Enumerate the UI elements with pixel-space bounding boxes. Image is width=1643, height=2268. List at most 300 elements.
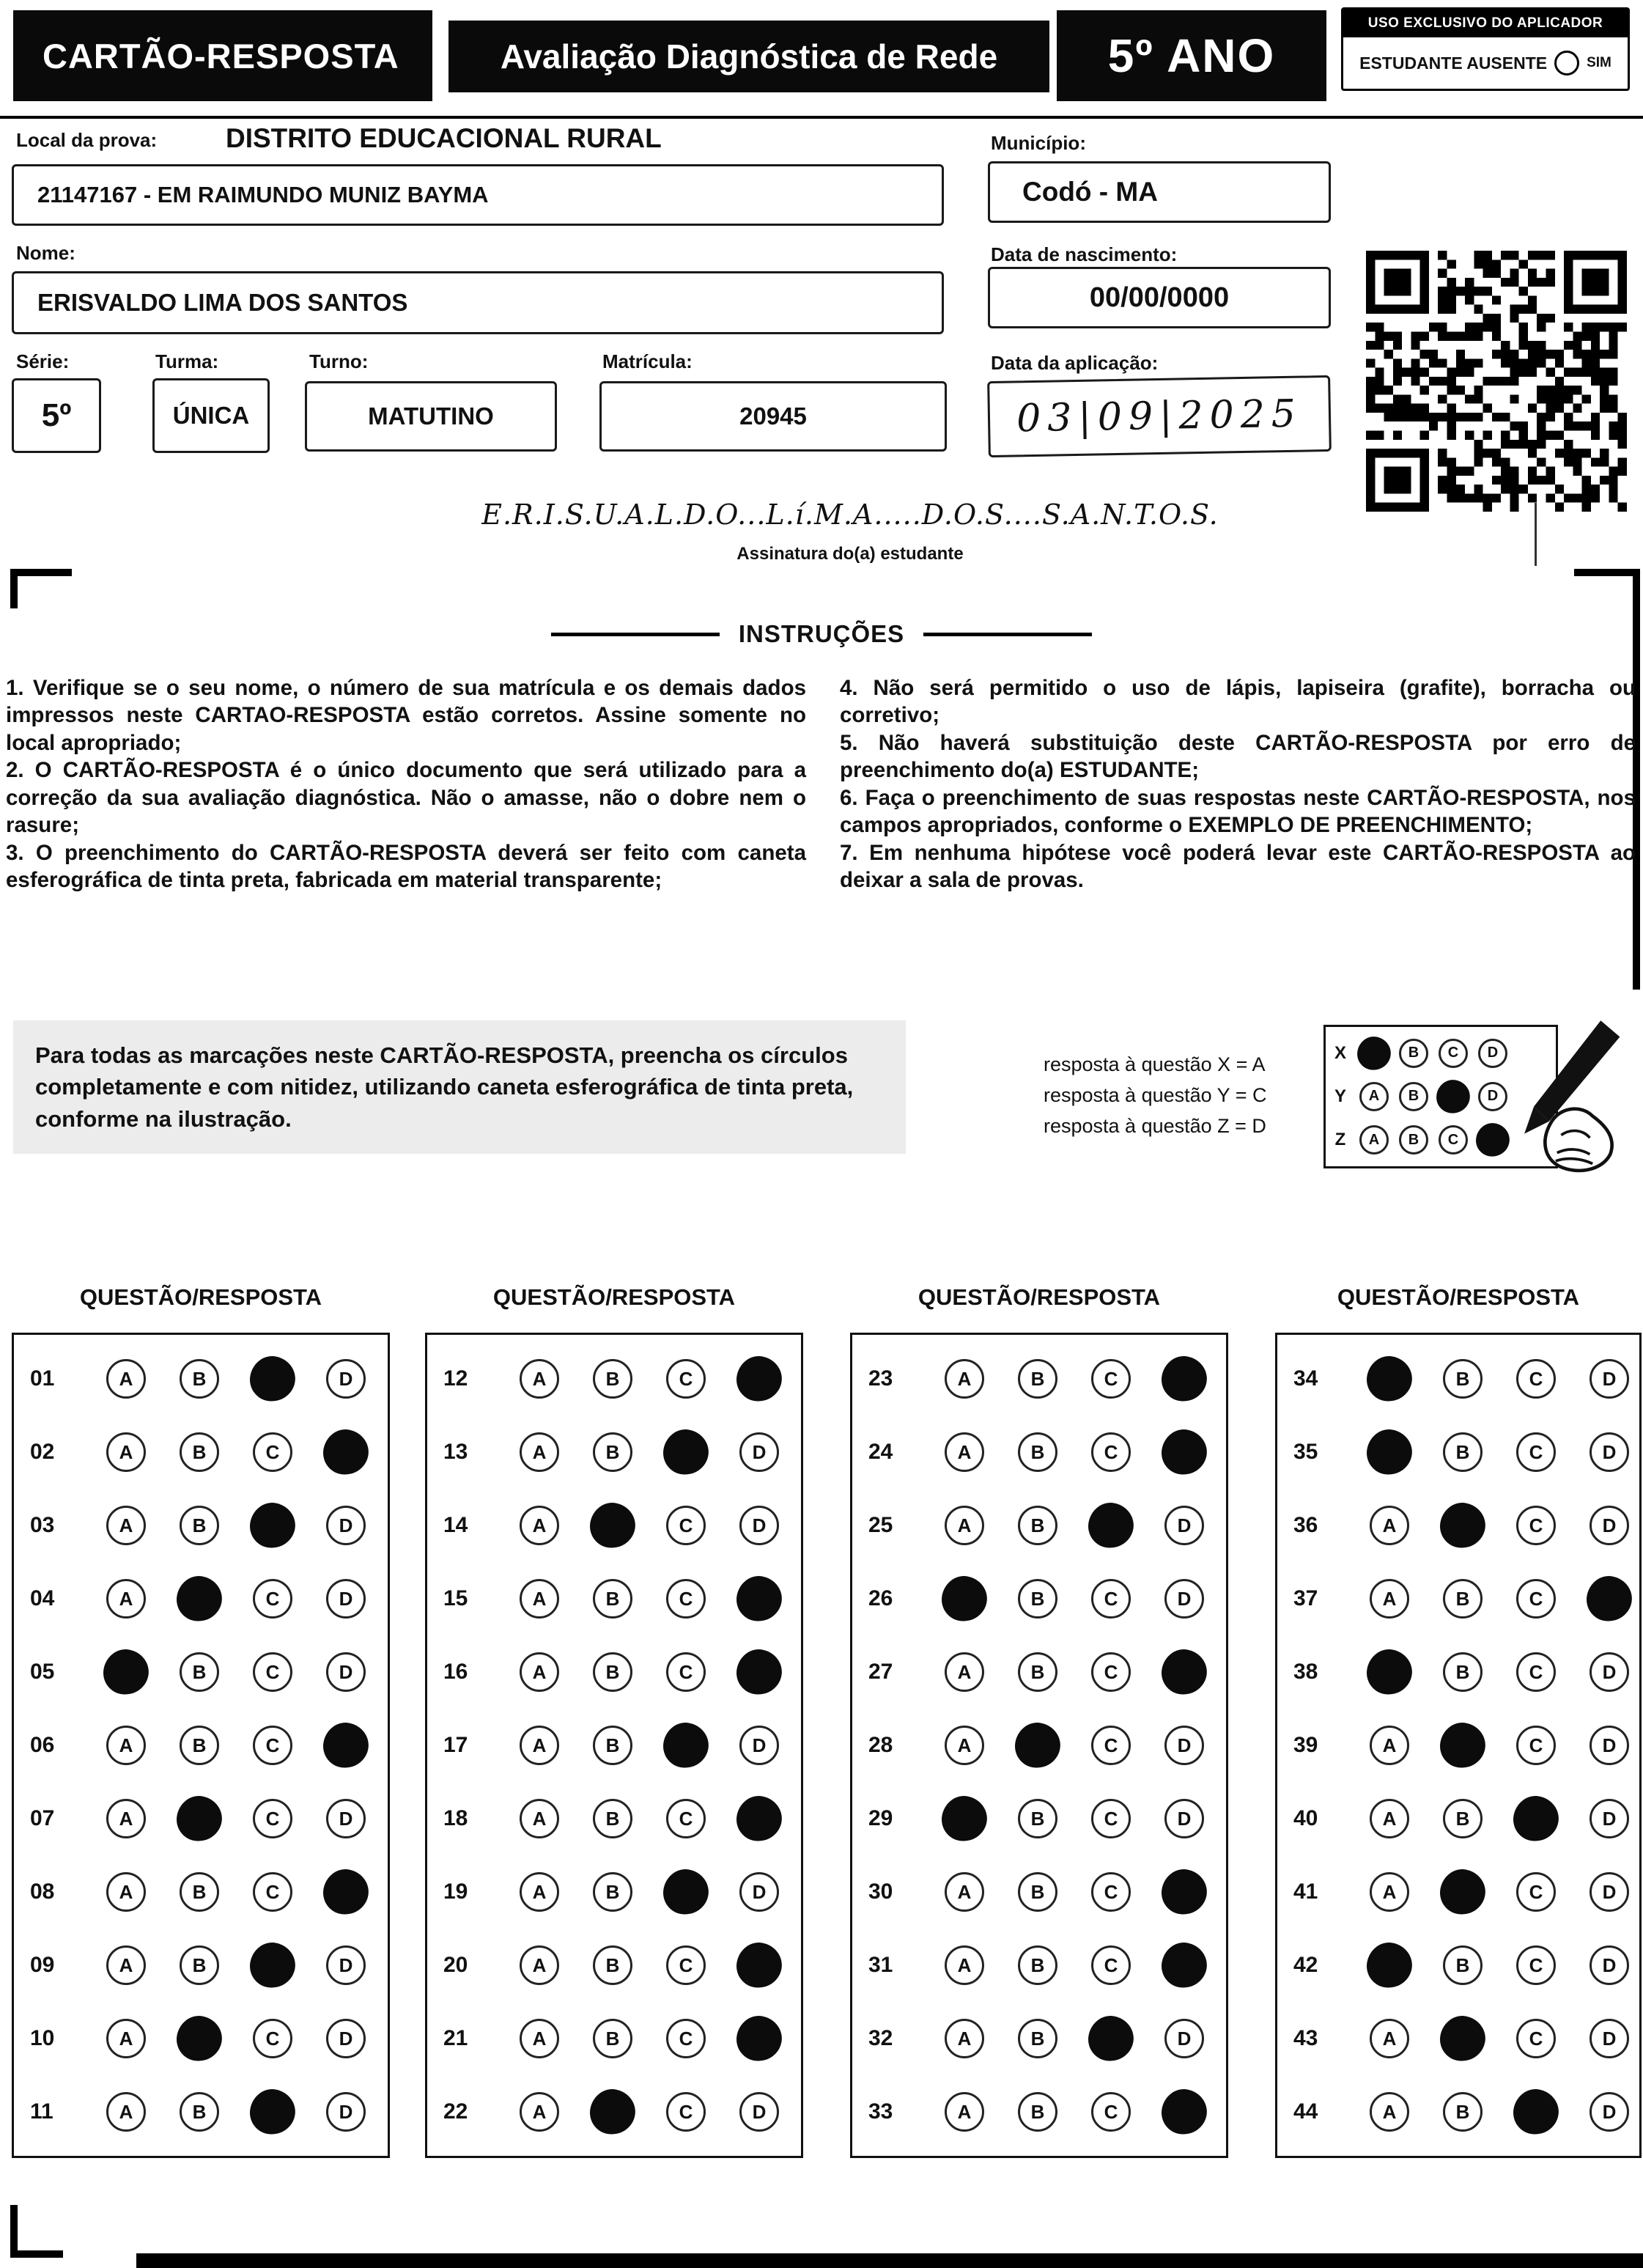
answer-bubble-d[interactable]: D: [326, 1652, 366, 1692]
question-row: [427, 1799, 801, 1838]
question-row: [852, 1652, 1226, 1692]
answer-bubble-a[interactable]: [1363, 1352, 1415, 1404]
question-row: [14, 1579, 388, 1619]
serie-label: Série:: [16, 350, 70, 372]
card-title: CARTÃO-RESPOSTA: [13, 10, 432, 101]
example-caption: resposta à questão X = A: [1044, 1053, 1266, 1075]
answer-bubble-c[interactable]: C: [666, 1579, 706, 1619]
answer-bubble-a[interactable]: A: [106, 1945, 146, 1985]
question-row: [427, 1506, 801, 1545]
answer-bubble-d[interactable]: D: [1590, 1506, 1629, 1545]
question-number: 36: [1293, 1513, 1318, 1537]
answer-bubble-b[interactable]: B: [180, 1359, 219, 1399]
answer-bubble-c[interactable]: [660, 1866, 712, 1918]
answer-bubble-a[interactable]: A: [520, 2092, 559, 2132]
question-number: 19: [443, 1879, 468, 1904]
answer-bubble-c[interactable]: C: [666, 2019, 706, 2058]
answer-bubble-c[interactable]: C: [1091, 1726, 1131, 1765]
question-number: 41: [1293, 1879, 1318, 1904]
fold-line: [1535, 503, 1537, 566]
answer-bubble-b[interactable]: B: [593, 1579, 632, 1619]
answer-bubble-c[interactable]: C: [1516, 1652, 1556, 1692]
answer-bubble-c[interactable]: C: [253, 1579, 292, 1619]
answer-bubble-a[interactable]: A: [945, 1872, 984, 1912]
answer-bubble-c[interactable]: [246, 2085, 298, 2138]
qr-code: [1366, 251, 1627, 512]
answer-bubble-d[interactable]: [733, 1572, 785, 1624]
answer-column: [425, 1333, 803, 2158]
question-number: 30: [868, 1879, 893, 1904]
answer-bubble-c[interactable]: [1085, 1499, 1137, 1551]
answer-bubble-b[interactable]: B: [1018, 1506, 1057, 1545]
answer-bubble-a[interactable]: [938, 1572, 990, 1624]
answer-bubble-b[interactable]: B: [180, 1726, 219, 1765]
answer-bubble-c[interactable]: C: [253, 2019, 292, 2058]
answer-bubble-b[interactable]: B: [1018, 1652, 1057, 1692]
question-row: [1277, 2019, 1639, 2058]
question-number: 20: [443, 1953, 468, 1977]
answer-bubble-b[interactable]: [586, 2085, 638, 2138]
answer-bubble-c[interactable]: C: [1516, 1432, 1556, 1472]
question-row: [1277, 1872, 1639, 1912]
answer-column: [12, 1333, 390, 2158]
answer-bubble-d[interactable]: [1158, 1426, 1210, 1478]
answer-bubble-b[interactable]: B: [180, 2092, 219, 2132]
answer-column: [850, 1333, 1228, 2158]
answer-bubble-a[interactable]: A: [106, 1872, 146, 1912]
instructions-header: [0, 620, 1643, 648]
question-row: [14, 2019, 388, 2058]
nascimento-field: 00/00/0000: [988, 267, 1331, 328]
instruction-item: 4. Não será permitido o uso de lápis, lapiseira (grafite), borracha ou corretivo;: [840, 676, 1636, 728]
question-number: 40: [1293, 1806, 1318, 1830]
question-row: [427, 1579, 801, 1619]
answer-bubble-a[interactable]: A: [945, 2092, 984, 2132]
title-rule-right: [923, 633, 1092, 636]
municipio-field: Codó - MA: [988, 161, 1331, 223]
question-row: [14, 1872, 388, 1912]
answer-bubble-d[interactable]: [733, 1792, 785, 1844]
answer-bubble-b[interactable]: B: [1443, 2092, 1483, 2132]
answer-bubble-a[interactable]: A: [1370, 1506, 1409, 1545]
answer-bubble-b[interactable]: B: [593, 1726, 632, 1765]
answer-bubble-d[interactable]: D: [1164, 1726, 1204, 1765]
answer-bubble-c[interactable]: C: [253, 1652, 292, 1692]
absent-bubble[interactable]: [1554, 51, 1579, 76]
question-number: 43: [1293, 2026, 1318, 2050]
example-caption: resposta à questão Z = D: [1044, 1114, 1266, 1137]
answer-bubble-a[interactable]: A: [520, 1432, 559, 1472]
answer-bubble-b[interactable]: B: [1018, 1799, 1057, 1838]
answer-bubble-d[interactable]: D: [1590, 1945, 1629, 1985]
answer-bubble-c[interactable]: C: [1516, 2019, 1556, 2058]
question-row: [852, 1579, 1226, 1619]
title-rule-left: [551, 633, 720, 636]
answer-bubble-d[interactable]: [733, 1646, 785, 1698]
aplicacao-field[interactable]: 03|09|2025: [987, 375, 1332, 457]
question-row: [1277, 1579, 1639, 1619]
question-number: 06: [30, 1733, 55, 1757]
answer-bubble-a[interactable]: A: [520, 1359, 559, 1399]
answer-bubble-d[interactable]: D: [1590, 2092, 1629, 2132]
example-caption: resposta à questão Y = C: [1044, 1083, 1267, 1106]
answer-bubble-a[interactable]: A: [520, 1579, 559, 1619]
answer-bubble-d[interactable]: D: [1590, 2019, 1629, 2058]
answer-bubble-c[interactable]: [246, 1939, 298, 1991]
example-row-label: Y: [1334, 1086, 1346, 1106]
question-number: 28: [868, 1733, 893, 1757]
question-number: 08: [30, 1879, 55, 1904]
example-bubble-a: A: [1359, 1082, 1389, 1111]
answer-bubble-c[interactable]: C: [1091, 1945, 1131, 1985]
answer-bubble-b[interactable]: B: [1018, 1872, 1057, 1912]
answer-bubble-d[interactable]: [1158, 1866, 1210, 1918]
answer-bubble-a[interactable]: A: [945, 1432, 984, 1472]
answer-bubble-b[interactable]: B: [180, 1432, 219, 1472]
answer-bubble-a[interactable]: A: [106, 2092, 146, 2132]
answer-bubble-a[interactable]: A: [520, 1872, 559, 1912]
answer-bubble-c[interactable]: C: [1091, 2092, 1131, 2132]
answer-bubble-a[interactable]: A: [520, 1726, 559, 1765]
answer-bubble-c[interactable]: C: [666, 1799, 706, 1838]
answer-bubble-d[interactable]: D: [1590, 1872, 1629, 1912]
answer-bubble-b[interactable]: B: [180, 1652, 219, 1692]
question-number: 38: [1293, 1660, 1318, 1684]
answer-bubble-c[interactable]: C: [1091, 1652, 1131, 1692]
question-number: 03: [30, 1513, 55, 1537]
student-signature[interactable]: E.R.I.S.U.A.L.D.O...L.í.M.A.....D.O.S....S.A.N.T.O.S.: [481, 498, 1219, 531]
example-bubble-c: C: [1439, 1039, 1468, 1068]
answer-bubble-d[interactable]: D: [326, 1579, 366, 1619]
question-number: 33: [868, 2099, 893, 2124]
question-row: [14, 1359, 388, 1399]
answer-bubble-a[interactable]: A: [1370, 1726, 1409, 1765]
question-row: [1277, 1432, 1639, 1472]
example-bubble-c: C: [1439, 1125, 1468, 1155]
answer-bubble-b[interactable]: B: [1443, 1945, 1483, 1985]
answer-bubble-c[interactable]: [246, 1499, 298, 1551]
turno-label: Turno:: [309, 350, 369, 372]
answer-bubble-b[interactable]: B: [593, 1432, 632, 1472]
corner-mark-right: [1574, 569, 1636, 576]
answer-bubble-c[interactable]: C: [253, 1872, 292, 1912]
question-row: [1277, 1506, 1639, 1545]
answer-bubble-b[interactable]: B: [1443, 1432, 1483, 1472]
question-row: [852, 1359, 1226, 1399]
question-row: [1277, 1652, 1639, 1692]
answer-bubble-b[interactable]: [586, 1499, 638, 1551]
school-field: 21147167 - EM RAIMUNDO MUNIZ BAYMA: [12, 164, 944, 226]
question-number: 37: [1293, 1586, 1318, 1610]
answer-bubble-b[interactable]: [1436, 2012, 1488, 2064]
answer-bubble-a[interactable]: A: [520, 2019, 559, 2058]
answer-bubble-b[interactable]: B: [1443, 1579, 1483, 1619]
question-number: 09: [30, 1953, 55, 1977]
answer-bubble-d[interactable]: D: [739, 1726, 779, 1765]
answer-bubble-b[interactable]: B: [1018, 1579, 1057, 1619]
answer-bubble-a[interactable]: A: [1370, 2092, 1409, 2132]
question-number: 07: [30, 1806, 55, 1830]
instructions-title: INSTRUÇÕES: [738, 620, 905, 647]
question-row: [1277, 1799, 1639, 1838]
exam-title: Avaliação Diagnóstica de Rede: [448, 21, 1049, 92]
answer-bubble-d[interactable]: D: [326, 1359, 366, 1399]
question-number: 13: [443, 1440, 468, 1464]
answer-bubble-c[interactable]: [246, 1352, 298, 1404]
answer-bubble-b[interactable]: B: [593, 1872, 632, 1912]
answer-bubble-b[interactable]: B: [1018, 1945, 1057, 1985]
question-row: [427, 1432, 801, 1472]
answer-bubble-b[interactable]: [173, 2012, 225, 2064]
answer-bubble-c[interactable]: C: [1516, 1359, 1556, 1399]
answer-bubble-b[interactable]: B: [593, 1945, 632, 1985]
example-bubble-b: B: [1399, 1039, 1428, 1068]
answer-bubble-a[interactable]: A: [1370, 1872, 1409, 1912]
instruction-item: 1. Verifique se o seu nome, o número de sua matrícula e os demais dados impressos neste CARTAO-RESPOSTA estão corretos. Assine somente no local apropriado;: [6, 676, 806, 755]
answer-bubble-d[interactable]: D: [1590, 1726, 1629, 1765]
answer-bubble-b[interactable]: B: [180, 1506, 219, 1545]
answer-bubble-d[interactable]: D: [326, 2019, 366, 2058]
question-number: 32: [868, 2026, 893, 2050]
question-row: [14, 1432, 388, 1472]
answer-bubble-b[interactable]: [1436, 1866, 1488, 1918]
answer-bubble-c[interactable]: C: [1091, 1579, 1131, 1619]
applicator-title: USO EXCLUSIVO DO APLICADOR: [1343, 10, 1628, 37]
answer-bubble-b[interactable]: B: [593, 1359, 632, 1399]
answer-bubble-d[interactable]: D: [1164, 2019, 1204, 2058]
question-column-header: QUESTÃO/RESPOSTA: [79, 1284, 322, 1310]
question-row: [1277, 1359, 1639, 1399]
example-row-label: Z: [1334, 1130, 1346, 1150]
question-row: [427, 1359, 801, 1399]
answer-bubble-d[interactable]: [733, 2012, 785, 2064]
answer-bubble-a[interactable]: A: [1370, 2019, 1409, 2058]
answer-bubble-c[interactable]: C: [253, 1432, 292, 1472]
answer-bubble-d[interactable]: D: [1164, 1506, 1204, 1545]
answer-bubble-c[interactable]: C: [666, 1945, 706, 1985]
answer-bubble-c[interactable]: C: [1516, 1579, 1556, 1619]
question-number: 04: [30, 1586, 55, 1610]
question-row: [852, 1872, 1226, 1912]
answer-bubble-a[interactable]: A: [945, 1359, 984, 1399]
question-column-header: QUESTÃO/RESPOSTA: [1337, 1284, 1580, 1310]
question-row: [14, 1945, 388, 1985]
answer-bubble-d[interactable]: D: [326, 1945, 366, 1985]
instruction-item: 2. O CARTÃO-RESPOSTA é o único documento que será utilizado para a correção da sua avaliação diagnóstica. Não o amasse, não o dobre nem o rasure;: [6, 758, 806, 838]
question-row: [1277, 1726, 1639, 1765]
question-column-header: QUESTÃO/RESPOSTA: [492, 1284, 736, 1310]
example-bubble-c: [1434, 1078, 1473, 1116]
instruction-item: 7. Em nenhuma hipótese você poderá levar este CARTÃO-RESPOSTA ao deixar a sala de provas.: [840, 840, 1636, 893]
question-row: [1277, 1945, 1639, 1985]
answer-bubble-d[interactable]: D: [326, 2092, 366, 2132]
answer-bubble-a[interactable]: A: [945, 1652, 984, 1692]
answer-bubble-b[interactable]: B: [1018, 1432, 1057, 1472]
question-row: [427, 1872, 801, 1912]
answer-bubble-c[interactable]: [1510, 2085, 1562, 2138]
answer-bubble-b[interactable]: B: [180, 1872, 219, 1912]
matricula-field: 20945: [599, 381, 947, 452]
answer-bubble-d[interactable]: D: [739, 1872, 779, 1912]
answer-bubble-a[interactable]: [1363, 1939, 1415, 1991]
answer-bubble-d[interactable]: D: [1164, 1799, 1204, 1838]
instructions-right-column: [840, 674, 1636, 894]
answer-bubble-a[interactable]: A: [1370, 1579, 1409, 1619]
answer-bubble-c[interactable]: C: [1091, 1359, 1131, 1399]
answer-bubble-c[interactable]: C: [666, 2092, 706, 2132]
answer-bubble-b[interactable]: [173, 1572, 225, 1624]
answer-bubble-d[interactable]: D: [1590, 1799, 1629, 1838]
turma-field: ÚNICA: [152, 378, 270, 453]
answer-bubble-b[interactable]: B: [593, 1652, 632, 1692]
fill-note: Para todas as marcações neste CARTÃO-RESPOSTA, preencha os círculos completamente e com nitidez, utilizando caneta esferográfica de tinta preta, conforme na ilustração.: [13, 1020, 906, 1154]
question-number: 26: [868, 1586, 893, 1610]
question-number: 12: [443, 1366, 468, 1391]
turno-field: MATUTINO: [305, 381, 557, 452]
answer-bubble-b[interactable]: B: [593, 1799, 632, 1838]
answer-bubble-b[interactable]: [1436, 1499, 1488, 1551]
answer-bubble-b[interactable]: B: [1443, 1799, 1483, 1838]
question-number: 34: [1293, 1366, 1318, 1391]
question-row: [14, 1726, 388, 1765]
answer-bubble-c[interactable]: C: [1516, 1506, 1556, 1545]
answer-bubble-a[interactable]: A: [520, 1799, 559, 1838]
answer-bubble-a[interactable]: A: [520, 1945, 559, 1985]
question-row: [852, 1506, 1226, 1545]
question-row: [14, 1799, 388, 1838]
question-number: 22: [443, 2099, 468, 2124]
answer-bubble-a[interactable]: [1363, 1646, 1415, 1698]
answer-bubble-a[interactable]: A: [945, 1726, 984, 1765]
absent-option-label: SIM: [1587, 55, 1611, 70]
answer-bubble-b[interactable]: B: [1018, 1359, 1057, 1399]
answer-bubble-d[interactable]: D: [1590, 1359, 1629, 1399]
turma-label: Turma:: [155, 350, 219, 372]
question-row: [14, 2092, 388, 2132]
question-number: 14: [443, 1513, 468, 1537]
answer-bubble-a[interactable]: A: [106, 1359, 146, 1399]
question-number: 02: [30, 1440, 55, 1464]
answer-bubble-b[interactable]: [173, 1792, 225, 1844]
answer-bubble-c[interactable]: C: [666, 1359, 706, 1399]
answer-bubble-b[interactable]: [1011, 1719, 1063, 1771]
example-bubble-d: D: [1478, 1039, 1507, 1068]
answer-bubble-b[interactable]: B: [593, 2019, 632, 2058]
local-label: Local da prova:: [16, 129, 158, 151]
answer-bubble-a[interactable]: A: [106, 1799, 146, 1838]
answer-bubble-b[interactable]: B: [180, 1945, 219, 1985]
answer-bubble-d[interactable]: D: [1164, 1579, 1204, 1619]
question-number: 44: [1293, 2099, 1318, 2124]
answer-bubble-d[interactable]: D: [739, 1432, 779, 1472]
answer-bubble-c[interactable]: C: [1091, 1432, 1131, 1472]
answer-bubble-d[interactable]: D: [739, 1506, 779, 1545]
answer-bubble-a[interactable]: [1363, 1426, 1415, 1478]
answer-bubble-a[interactable]: A: [106, 1432, 146, 1472]
question-number: 31: [868, 1953, 893, 1977]
answer-bubble-a[interactable]: A: [106, 1726, 146, 1765]
answer-bubble-d[interactable]: [1158, 2085, 1210, 2138]
answer-bubble-d[interactable]: [1158, 1646, 1210, 1698]
municipio-label: Município:: [991, 132, 1086, 154]
answer-bubble-b[interactable]: B: [1018, 2019, 1057, 2058]
example-bubble-d: D: [1478, 1082, 1507, 1111]
answer-bubble-a[interactable]: A: [520, 1506, 559, 1545]
answer-bubble-b[interactable]: B: [1018, 2092, 1057, 2132]
answer-bubble-d[interactable]: D: [326, 1506, 366, 1545]
instruction-item: 6. Faça o preenchimento de suas respostas neste CARTÃO-RESPOSTA, nos campos apropriados, conforme o EXEMPLO DE PREENCHIMENTO;: [840, 785, 1636, 838]
question-row: [1277, 2092, 1639, 2132]
question-number: 17: [443, 1733, 468, 1757]
answer-bubble-b[interactable]: B: [1443, 1652, 1483, 1692]
answer-bubble-a[interactable]: A: [106, 1579, 146, 1619]
answer-bubble-a[interactable]: A: [520, 1652, 559, 1692]
header-divider: [0, 116, 1643, 119]
answer-bubble-a[interactable]: [100, 1646, 152, 1698]
answer-bubble-c[interactable]: C: [1091, 1872, 1131, 1912]
answer-bubble-d[interactable]: D: [1590, 1652, 1629, 1692]
answer-bubble-d[interactable]: D: [1590, 1432, 1629, 1472]
answer-bubble-a[interactable]: A: [106, 2019, 146, 2058]
answer-bubble-d[interactable]: [1158, 1939, 1210, 1991]
answer-bubble-a[interactable]: A: [1370, 1799, 1409, 1838]
question-row: [852, 1799, 1226, 1838]
example-row-label: X: [1334, 1042, 1346, 1063]
answer-bubble-a[interactable]: A: [945, 2019, 984, 2058]
question-number: 01: [30, 1366, 55, 1391]
answer-bubble-c[interactable]: [1085, 2012, 1137, 2064]
answer-bubble-a[interactable]: A: [106, 1506, 146, 1545]
answer-bubble-d[interactable]: [1583, 1572, 1635, 1624]
answer-bubble-d[interactable]: [320, 1866, 372, 1918]
answer-bubble-b[interactable]: B: [1443, 1359, 1483, 1399]
corner-mark-left: [10, 569, 72, 576]
answer-bubble-d[interactable]: [733, 1939, 785, 1991]
instructions-left-column: [6, 674, 806, 894]
answer-bubble-d[interactable]: D: [326, 1799, 366, 1838]
answer-bubble-c[interactable]: C: [1516, 1872, 1556, 1912]
answer-bubble-c[interactable]: [1510, 1792, 1562, 1844]
answer-bubble-c[interactable]: C: [1516, 1726, 1556, 1765]
answer-bubble-b[interactable]: [1436, 1719, 1488, 1771]
example-bubble-b: B: [1399, 1082, 1428, 1111]
answer-column: [1275, 1333, 1642, 2158]
answer-bubble-d[interactable]: D: [739, 2092, 779, 2132]
answer-bubble-c[interactable]: C: [253, 1799, 292, 1838]
answer-bubble-d[interactable]: [1158, 1352, 1210, 1404]
hand-pen-illustration: [1486, 1017, 1643, 1185]
example-bubble-a: A: [1359, 1125, 1389, 1155]
answer-bubble-c[interactable]: C: [666, 1506, 706, 1545]
answer-bubble-c[interactable]: C: [1091, 1799, 1131, 1838]
answer-bubble-c[interactable]: C: [1516, 1945, 1556, 1985]
instruction-item: 3. O preenchimento do CARTÃO-RESPOSTA deverá ser feito com caneta esferográfica de tinta preta, fabricada em material transparente;: [6, 840, 806, 893]
question-number: 27: [868, 1660, 893, 1684]
question-number: 16: [443, 1660, 468, 1684]
answer-bubble-d[interactable]: [320, 1426, 372, 1478]
answer-bubble-c[interactable]: C: [253, 1726, 292, 1765]
answer-bubble-c[interactable]: C: [666, 1652, 706, 1692]
answer-bubble-a[interactable]: [938, 1792, 990, 1844]
answer-bubble-c[interactable]: [660, 1426, 712, 1478]
answer-bubble-c[interactable]: [660, 1719, 712, 1771]
question-number: 24: [868, 1440, 893, 1464]
answer-bubble-d[interactable]: [733, 1352, 785, 1404]
answer-bubble-d[interactable]: [320, 1719, 372, 1771]
answer-bubble-a[interactable]: A: [945, 1945, 984, 1985]
answer-bubble-a[interactable]: A: [945, 1506, 984, 1545]
nome-label: Nome:: [16, 242, 75, 264]
